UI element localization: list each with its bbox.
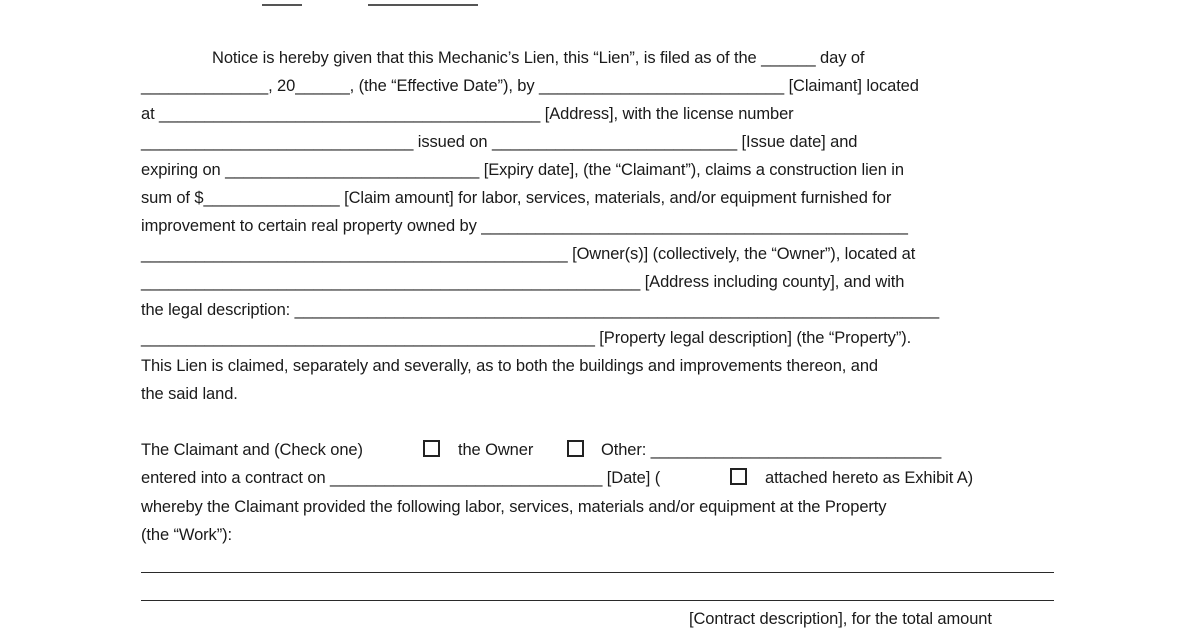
cropped-text-fragment — [368, 0, 478, 6]
contract-line-3: whereby the Claimant provided the following labor, services, materials and/or equipment at the Property — [141, 498, 887, 516]
contract-line-4: (the “Work”): — [141, 526, 232, 544]
contract-description-line: [Contract description], for the total amount — [689, 610, 992, 628]
exhibit-a-label: attached hereto as Exhibit A) — [765, 469, 974, 487]
owner-checkbox[interactable] — [423, 440, 440, 457]
notice-line-7: improvement to certain real property owned by _______________________________________________ — [141, 217, 908, 235]
notice-line-12: This Lien is claimed, separately and severally, as to both the buildings and improvements thereon, and — [141, 357, 878, 375]
notice-line-1: Notice is hereby given that this Mechanic’s Lien, this “Lien”, is filed as of the ______ day of — [212, 49, 865, 67]
notice-line-4: ______________________________ issued on ___________________________ [Issue date] and — [141, 133, 858, 151]
notice-line-10: the legal description: _______________________________________________________________________ — [141, 301, 940, 319]
other-checkbox[interactable] — [567, 440, 584, 457]
work-description-line-1[interactable] — [141, 572, 1054, 573]
contract-line-1-label: The Claimant and (Check one) — [141, 441, 363, 459]
cropped-text-fragment — [262, 0, 302, 6]
work-description-line-2[interactable] — [141, 600, 1054, 601]
notice-line-6: sum of $_______________ [Claim amount] for labor, services, materials, and/or equipment furnished for — [141, 189, 892, 207]
notice-line-3: at __________________________________________ [Address], with the license number — [141, 105, 794, 123]
notice-line-8: _______________________________________________ [Owner(s)] (collectively, the “Owner”), located at — [141, 245, 916, 263]
notice-line-13: the said land. — [141, 385, 238, 403]
other-option-label: Other: ________________________________ — [601, 441, 942, 459]
notice-line-9: _______________________________________________________ [Address including county], and with — [141, 273, 905, 291]
exhibit-a-checkbox[interactable] — [730, 468, 747, 485]
notice-line-11: __________________________________________________ [Property legal description] (the “Property”). — [141, 329, 912, 347]
owner-option-label: the Owner — [458, 441, 534, 459]
notice-line-2: ______________, 20______, (the “Effective Date”), by ___________________________ [Claimant] located — [141, 77, 919, 95]
contract-line-2: entered into a contract on ______________________________ [Date] ( — [141, 469, 661, 487]
notice-line-5: expiring on ____________________________ [Expiry date], (the “Claimant”), claims a construction lien in — [141, 161, 904, 179]
